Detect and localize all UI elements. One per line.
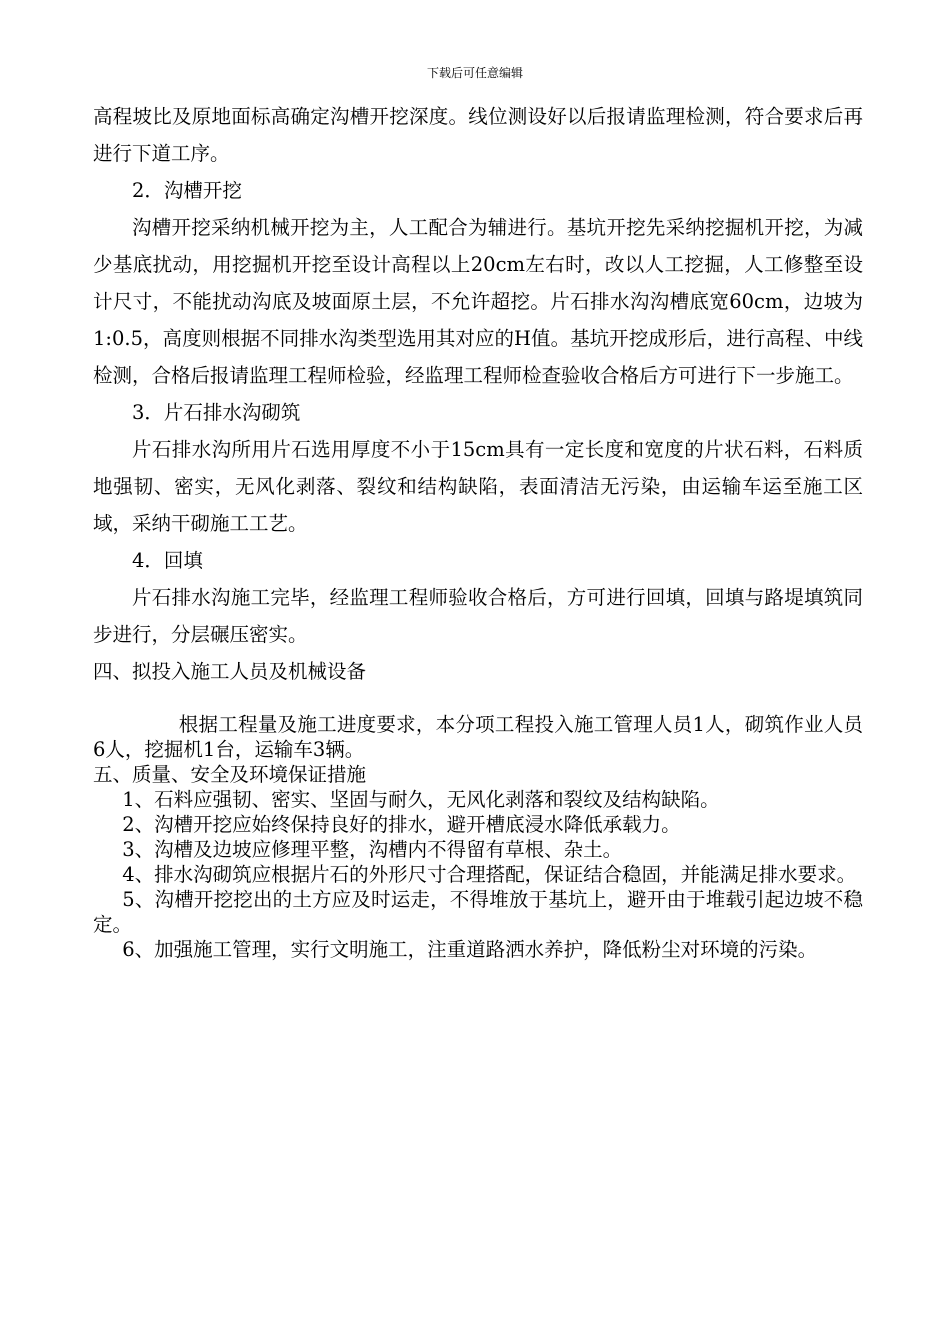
list-item: 3、沟槽及边坡应修理平整，沟槽内不得留有草根、杂土。 bbox=[122, 838, 623, 861]
list-item: 4、排水沟砌筑应根据片石的外形尺寸合理搭配，保证结合稳固，并能满足排水要求。 bbox=[122, 863, 857, 886]
list-item: 5、沟槽开挖挖出的土方应及时运走，不得堆放于基坑上，避开由于堆载引起边坡不稳定。 bbox=[93, 888, 863, 936]
paragraph: 高程坡比及原地面标高确定沟槽开挖深度。线位测设好以后报请监理检测，符合要求后再进行下道工序。 bbox=[93, 105, 863, 165]
subheading-backfill: 4．回填 bbox=[132, 549, 203, 572]
section-heading-personnel: 四、拟投入施工人员及机械设备 bbox=[93, 660, 367, 683]
paragraph: 片石排水沟所用片石选用厚度不小于15cm具有一定长度和宽度的片状石料，石料质地强韧、密实，无风化剥落、裂纹和结构缺陷，表面清洁无污染，由运输车运至施工区域，采纳干砌施工工艺。 bbox=[93, 438, 863, 535]
paragraph: 根据工程量及施工进度要求，本分项工程投入施工管理人员1人，砌筑作业人员6人，挖掘机1台，运输车3辆。 bbox=[93, 713, 863, 761]
paragraph: 片石排水沟施工完毕，经监理工程师验收合格后，方可进行回填，回填与路堤填筑同步进行，分层碾压密实。 bbox=[93, 586, 863, 646]
subheading-trench-excavation: 2．沟槽开挖 bbox=[132, 179, 242, 202]
list-item: 1、石料应强韧、密实、坚固与耐久，无风化剥落和裂纹及结构缺陷。 bbox=[122, 788, 720, 811]
page-header: 下载后可任意编辑 bbox=[426, 66, 523, 80]
list-item: 2、沟槽开挖应始终保持良好的排水，避开槽底浸水降低承载力。 bbox=[122, 813, 681, 836]
section-personnel-and-quality bbox=[93, 712, 863, 962]
list-item: 6、加强施工管理，实行文明施工，注重道路洒水养护，降低粉尘对环境的污染。 bbox=[122, 938, 818, 961]
section-heading-quality: 五、质量、安全及环境保证措施 bbox=[93, 763, 367, 786]
paragraph: 沟槽开挖采纳机械开挖为主，人工配合为辅进行。基坑开挖先采纳挖掘机开挖，为减少基底扰动，用挖掘机开挖至设计高程以上20cm左右时，改以人工挖掘，人工修整至设计尺寸，不能扰动沟底及坡面原土层，不允许超挖。片石排水沟沟槽底宽60cm，边坡为1:0.5，高度则根据不同排水沟类型选用其对应的H值。基坑开挖成形后，进行高程、中线检测，合格后报请监理工程师检验，经监理工程师检查验收合格后方可进行下一步施工。 bbox=[93, 216, 863, 387]
section-construction-steps bbox=[93, 98, 863, 690]
subheading-ditch-masonry: 3．片石排水沟砌筑 bbox=[132, 401, 301, 424]
